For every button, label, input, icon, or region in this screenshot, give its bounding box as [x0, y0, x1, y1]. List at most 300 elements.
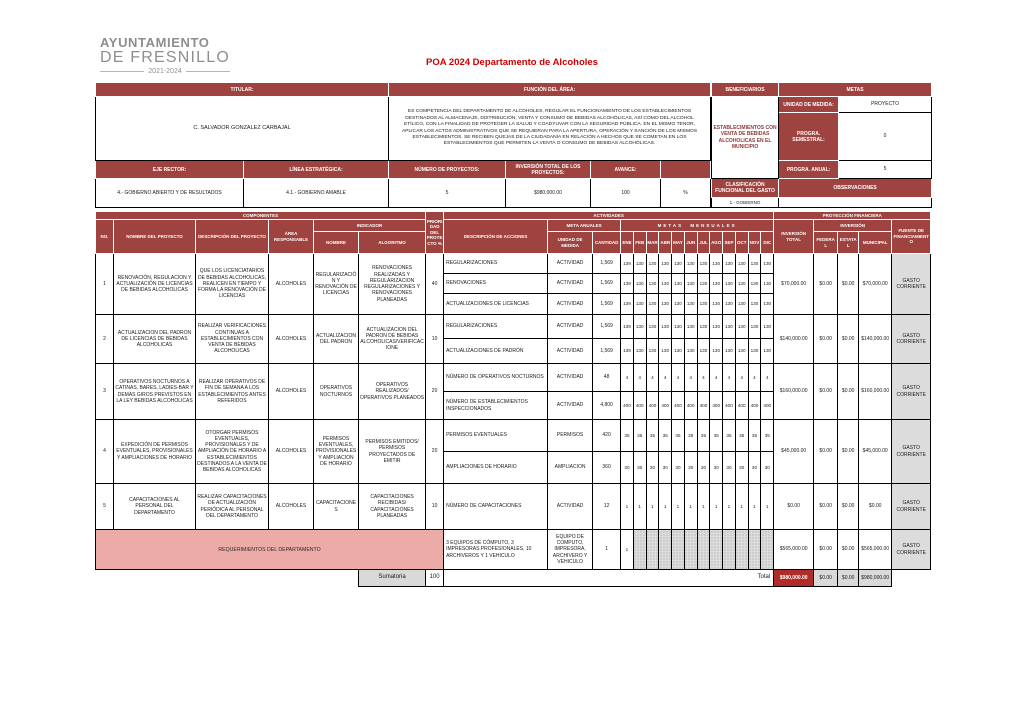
- cell-action-quantity: 48: [593, 364, 621, 392]
- cell-month-value: 130: [710, 274, 723, 294]
- titular-label: TITULAR:: [96, 83, 389, 97]
- cell-month-value: 130: [735, 254, 748, 274]
- cell-estatal: $0.00: [838, 254, 859, 315]
- cell-month-value: 130: [659, 274, 672, 294]
- cell-municipal: $160,000.00: [859, 364, 892, 420]
- month-header-nov: NOV: [748, 232, 761, 254]
- cell-estatal: $0.00: [838, 315, 859, 364]
- cell-month-value: 30: [761, 452, 774, 484]
- hatched-cell: [633, 530, 646, 570]
- cell-month-value: 35: [621, 420, 634, 452]
- cell-month-value: 130: [659, 315, 672, 339]
- prioridad-header: PRIORIDAD DEL PROYECTO %: [426, 212, 444, 254]
- clasificacion-value: 1.- GOBIERNO: [712, 198, 779, 208]
- cell-month-value: 1: [723, 484, 736, 530]
- requirements-investment-total: $565,000.00: [774, 530, 814, 570]
- cell-month-value: 130: [761, 315, 774, 339]
- progra-semestral-label: PROGRA. SEMESTRAL:: [779, 113, 839, 161]
- hatched-cell: [697, 530, 710, 570]
- requirements-month-ene: 1: [621, 530, 634, 570]
- total-federal: $0.00: [814, 570, 838, 587]
- metas-mensuales-header: METAS MENSUALES: [621, 220, 774, 232]
- cell-investment-total: $70,000.00: [774, 254, 814, 315]
- cell-funding-source: GASTO CORRIENTE: [892, 484, 931, 530]
- hatched-cell: [684, 530, 697, 570]
- cell-municipal: $0.00: [859, 484, 892, 530]
- month-header-oct: OCT: [735, 232, 748, 254]
- cell-indicator-algorithm: ACTUALIZACION DEL PADRON DE BEBIDAS ALCOHOLICAS/VERIFICACIONE: [359, 315, 426, 364]
- cell-project-description: QUE LOS LICENCIATARIOS DE BEBIDAS ALCOHOLICAS, REALICEN EN TIEMPO Y FORMA LA RENOVACIÓN DE LICENCIAS: [196, 254, 269, 315]
- descripcion-acciones-header: DESCRIPCIÓN DE ACCIONES: [444, 220, 548, 254]
- cell-month-value: 4: [761, 364, 774, 392]
- cell-month-value: 130: [697, 339, 710, 364]
- unidad-medida-value: PROYECTO: [839, 97, 932, 113]
- cell-month-value: 130: [684, 254, 697, 274]
- cell-month-value: 130: [684, 315, 697, 339]
- hatched-cell: [735, 530, 748, 570]
- main-poa-table: [95, 211, 931, 587]
- cell-month-value: 130: [659, 254, 672, 274]
- project-row-5: [96, 484, 931, 530]
- logo-line-2: DE FRESNILLO: [100, 48, 230, 66]
- descripcion-proyecto-header: DESCRIPCIÓN DEL PROYECTO: [196, 220, 269, 254]
- total-investment: $980,000.00: [774, 570, 814, 587]
- cell-month-value: 130: [710, 339, 723, 364]
- inversion-total-label: INVERSIÓN TOTAL DE LOS PROYECTOS:: [506, 161, 591, 179]
- cell-month-value: 4: [684, 364, 697, 392]
- cell-month-value: 139: [621, 339, 634, 364]
- cell-month-value: 400: [748, 392, 761, 420]
- metas-label: METAS: [779, 83, 932, 97]
- cell-action-quantity: 420: [593, 420, 621, 452]
- cell-project-no: 5: [96, 484, 114, 530]
- requirements-estatal: $0.00: [838, 530, 859, 570]
- cell-month-value: 400: [723, 392, 736, 420]
- cell-month-value: 35: [761, 420, 774, 452]
- cell-project-no: 2: [96, 315, 114, 364]
- cell-month-value: 130: [723, 294, 736, 315]
- cell-funding-source: GASTO CORRIENTE: [892, 254, 931, 315]
- cell-month-value: 35: [646, 420, 659, 452]
- cell-project-name: ACTUALIZACION DEL PADRON DE LICENCIAS DE BEBIDAS ALCOHOLICAS: [114, 315, 196, 364]
- cell-federal: $0.00: [814, 420, 838, 484]
- cell-municipal: $140,000.00: [859, 315, 892, 364]
- meta-anuales-header: META ANUALES: [548, 220, 621, 232]
- cell-month-value: 139: [621, 254, 634, 274]
- eje-rector-label: EJE RECTOR:: [96, 161, 244, 179]
- totals-right-spacer: [892, 570, 931, 587]
- cell-month-value: 4: [672, 364, 685, 392]
- numero-proyectos-value: 5: [389, 179, 506, 208]
- cell-priority: 10: [426, 484, 444, 530]
- unidad-medida-label: UNIDAD DE MEDIDA:: [779, 97, 839, 113]
- cell-investment-total: $45,000.00: [774, 420, 814, 484]
- cell-month-value: 130: [761, 254, 774, 274]
- cell-month-value: 35: [710, 420, 723, 452]
- cell-investment-total: $140,000.00: [774, 315, 814, 364]
- cell-action-unit: ACTIVIDAD: [548, 392, 593, 420]
- cell-month-value: 130: [684, 294, 697, 315]
- cell-action-unit: ACTIVIDAD: [548, 484, 593, 530]
- cell-month-value: 4: [735, 364, 748, 392]
- cell-month-value: 1: [697, 484, 710, 530]
- cell-month-value: 130: [735, 274, 748, 294]
- unidad-medida-col-header: UNIDAD DE MEDIDA: [548, 232, 593, 254]
- cell-action-unit: AMPLIACION: [548, 452, 593, 484]
- cell-action-unit: ACTIVIDAD: [548, 339, 593, 364]
- cell-month-value: 130: [646, 294, 659, 315]
- cell-project-name: RENOVACIÓN, REGULACION Y ACTUALIZACIÓN DE LICENCIAS DE BEBIDAS ALCOHOLICAS: [114, 254, 196, 315]
- cell-month-value: 4: [697, 364, 710, 392]
- avance-label: AVANCE:: [591, 161, 661, 179]
- cell-indicator-name: OPERATIVOS NOCTURNOS: [314, 364, 359, 420]
- beneficiarios-value: ESTABLECIMIENTOS CON VENTA DE BEBIDAS ALCOHOLICAS EN EL MUNICIPIO: [712, 97, 779, 179]
- funcion-area-text: ES COMPETENCIA DEL DEPARTAMENTO DE ALCOHOLES, REGULAR EL FUNCIONAMIENTO DE LOS ESTABLECIMIENTOS DESTINADOS AL ALMACENAJE, DISTRIBUCIÓN, VENTA Y CONSUMO DE BEBIDAS ALCOHÓLICAS, ASÍ COMO DEL ALCOHOL ETÍLICO, CON LA FINALIDAD DE PROTEGER LA SALUD Y COADYUVAR CON LA SEGURIDAD PÚBLICA. EN EL MISMO TENOR, APLICAR LOS ACTOS ADMINISTRATIVOS QUE SE REQUIERAN PARA LA APERTURA, OPERACIÓN Y SANCIÓN DE LOS MISMOS ESTABLECIMIENTOS. SE RECIBEN QUEJAS DE LA CIUDADANÍA EN RELACIÓN A HECHOS QUE SE COMETAN EN LOS ESTABLECIMIENTOS QUE PERMITEN LA VENTA O CONSUMO DE BEBIDAS ALCOHÓLICAS.: [389, 97, 711, 161]
- cell-federal: $0.00: [814, 484, 838, 530]
- cell-action-description: PERMISOS EVENTUALES: [444, 420, 548, 452]
- cell-priority: 20: [426, 420, 444, 484]
- cell-action-description: NÚMERO DE CAPACITACIONES: [444, 484, 548, 530]
- cell-month-value: 35: [748, 420, 761, 452]
- cell-federal: $0.00: [814, 254, 838, 315]
- cell-month-value: 35: [735, 420, 748, 452]
- cell-funding-source: GASTO CORRIENTE: [892, 315, 931, 364]
- project-row-4: [96, 420, 931, 452]
- cell-month-value: 130: [633, 339, 646, 364]
- requirements-desc: 3 EQUIPOS DE CÓMPUTO, 3 IMPRESORAS PROFESIONALES, 10 ARCHIVEROS Y 1 VEHICULO: [444, 530, 548, 570]
- cell-month-value: 35: [697, 420, 710, 452]
- cantidad-header: CANTIDAD: [593, 232, 621, 254]
- cell-month-value: 4: [633, 364, 646, 392]
- observaciones-value: [779, 198, 932, 208]
- logo-years: 2021-2024: [100, 68, 230, 75]
- cell-month-value: 35: [723, 420, 736, 452]
- cell-month-value: 130: [672, 254, 685, 274]
- cell-estatal: $0.00: [838, 364, 859, 420]
- cell-action-description: REGULARIZACIONES: [444, 315, 548, 339]
- requirements-funding-source: GASTO CORRIENTE: [892, 530, 931, 570]
- cell-month-value: 130: [633, 254, 646, 274]
- indicador-nombre-header: NOMBRE: [314, 232, 359, 254]
- cell-month-value: 130: [697, 274, 710, 294]
- eje-rector-value: 4.- GOBIERNO ABIERTO Y DE RESULTADOS: [96, 179, 244, 208]
- projects-body: [96, 254, 931, 530]
- fuente-financiamiento-header: FUENTE DE FINANCIAMIENTO: [892, 220, 931, 254]
- cell-month-value: 400: [633, 392, 646, 420]
- cell-month-value: 1: [735, 484, 748, 530]
- cell-month-value: 1: [761, 484, 774, 530]
- cell-project-area: ALCOHOLES: [269, 364, 314, 420]
- cell-action-unit: ACTIVIDAD: [548, 364, 593, 392]
- cell-action-quantity: 1,569: [593, 254, 621, 274]
- cell-funding-source: GASTO CORRIENTE: [892, 364, 931, 420]
- linea-estrategica-label: LÍNEA ESTRATÉGICA:: [244, 161, 389, 179]
- cell-month-value: 4: [748, 364, 761, 392]
- cell-month-value: 130: [748, 274, 761, 294]
- cell-indicator-algorithm: OPERATIVOS REALIZADOS/ OPERATIVOS PLANEADOS: [359, 364, 426, 420]
- cell-month-value: 130: [735, 339, 748, 364]
- cell-month-value: 4: [723, 364, 736, 392]
- sumatoria-value: 100: [426, 570, 444, 587]
- cell-action-quantity: 1,569: [593, 339, 621, 364]
- cell-action-quantity: 1,569: [593, 274, 621, 294]
- cell-month-value: 400: [684, 392, 697, 420]
- cell-month-value: 130: [761, 294, 774, 315]
- avance-percent-sign: %: [661, 179, 711, 208]
- totals-row: [96, 570, 931, 587]
- cell-month-value: 130: [748, 315, 761, 339]
- inversion-total-col-header: INVERSIÓN TOTAL: [774, 220, 814, 254]
- estatal-header: ESTATAL: [838, 232, 859, 254]
- project-row-3: [96, 364, 931, 392]
- hatched-cell: [748, 530, 761, 570]
- cell-month-value: 130: [723, 274, 736, 294]
- cell-month-value: 30: [697, 452, 710, 484]
- requirements-label: REQUERIMIENTOS DEL DEPARTAMENTO: [96, 530, 444, 570]
- progra-semestral-value: 0: [839, 113, 932, 161]
- cell-month-value: 130: [659, 294, 672, 315]
- clasificacion-label: CLASIFICACIÓN FUNCIONAL DEL GASTO: [712, 179, 779, 198]
- cell-month-value: 130: [697, 254, 710, 274]
- cell-month-value: 139: [621, 274, 634, 294]
- cell-month-value: 130: [735, 294, 748, 315]
- cell-action-quantity: 12: [593, 484, 621, 530]
- cell-priority: 20: [426, 364, 444, 420]
- cell-month-value: 130: [723, 315, 736, 339]
- cell-indicator-name: CAPACITACIONES: [314, 484, 359, 530]
- cell-project-description: REALIZAR CAPACITACIONES DE ACTUALIZACIÓN PERIÓDICA AL PERSONAL DEL DEPARTAMENTO: [196, 484, 269, 530]
- cell-action-description: ACTUALIZACIONES DE PADRÓN: [444, 339, 548, 364]
- cell-month-value: 130: [723, 339, 736, 364]
- cell-priority: 40: [426, 254, 444, 315]
- cell-priority: 10: [426, 315, 444, 364]
- cell-month-value: 35: [672, 420, 685, 452]
- requirements-municipal: $565,000.00: [859, 530, 892, 570]
- cell-month-value: 35: [633, 420, 646, 452]
- no-header: NO.: [96, 220, 114, 254]
- cell-project-description: REALIZAR VERIFICACIONES CONTINUAS A ESTABLECIMIENTOS CON VENTA DE BEBIDAS ALCOHOLICAS: [196, 315, 269, 364]
- cell-month-value: 30: [672, 452, 685, 484]
- cell-month-value: 1: [659, 484, 672, 530]
- cell-indicator-algorithm: PERMISOS EMITIDOS/ PERMISOS PROYECTADOS DE EMITIR: [359, 420, 426, 484]
- cell-indicator-name: PERMISOS EVENTUALES, PROVISIONALES Y AMPLIACION DE HORARIO: [314, 420, 359, 484]
- cell-action-description: ACTUALIZACIONES DE LICENCIAS: [444, 294, 548, 315]
- cell-month-value: 1: [748, 484, 761, 530]
- inversion-total-value: $980,000.00: [506, 179, 591, 208]
- cell-action-quantity: 360: [593, 452, 621, 484]
- linea-estrategica-value: 4.1.- GOBIERNO AMABLE: [244, 179, 389, 208]
- requirements-qty: 1: [593, 530, 621, 570]
- cell-month-value: 400: [710, 392, 723, 420]
- cell-project-no: 3: [96, 364, 114, 420]
- cell-month-value: 130: [633, 315, 646, 339]
- cell-month-value: 30: [659, 452, 672, 484]
- cell-action-unit: ACTIVIDAD: [548, 274, 593, 294]
- cell-month-value: 1: [684, 484, 697, 530]
- cell-month-value: 400: [761, 392, 774, 420]
- indicador-header: INDICADOR: [314, 220, 426, 232]
- cell-month-value: 130: [748, 254, 761, 274]
- cell-month-value: 130: [659, 339, 672, 364]
- requirements-row: [96, 530, 931, 570]
- cell-action-quantity: 1,569: [593, 294, 621, 315]
- hatched-cell: [710, 530, 723, 570]
- cell-month-value: 400: [646, 392, 659, 420]
- algoritmo-header: ALGORITMO: [359, 232, 426, 254]
- cell-month-value: 1: [633, 484, 646, 530]
- hatched-cell: [723, 530, 736, 570]
- actividades-header: ACTIVIDADES: [444, 212, 774, 220]
- cell-action-description: AMPLIACIONES DE HORARIO: [444, 452, 548, 484]
- cell-indicator-algorithm: CAPACITACIONES RECIBIDAS/ CAPACITACIONES PLANEADAS: [359, 484, 426, 530]
- cell-month-value: 400: [659, 392, 672, 420]
- inversion-header: INVERSIÓN: [814, 220, 892, 232]
- cell-project-area: ALCOHOLES: [269, 484, 314, 530]
- cell-month-value: 130: [672, 339, 685, 364]
- cell-month-value: 4: [659, 364, 672, 392]
- cell-indicator-algorithm: RENOVACIONES REALIZADAS Y REGULARIZACION REGULARIZACIONES Y RENOVACIONES PLANEADAS: [359, 254, 426, 315]
- cell-month-value: 130: [646, 274, 659, 294]
- cell-month-value: 130: [672, 294, 685, 315]
- cell-month-value: 130: [710, 315, 723, 339]
- cell-project-description: REALIZAR OPERATIVOS DE FIN DE SEMANA A LOS ESTABLECIMIENTOS ANTES REFERIDOS: [196, 364, 269, 420]
- cell-action-description: REGULARIZACIONES: [444, 254, 548, 274]
- total-label: Total: [444, 570, 774, 587]
- month-header-abr: ABR: [659, 232, 672, 254]
- project-row-2: [96, 315, 931, 339]
- cell-month-value: 4: [621, 364, 634, 392]
- cell-month-value: 130: [646, 315, 659, 339]
- cell-federal: $0.00: [814, 315, 838, 364]
- nombre-proyecto-header: NOMBRE DEL PROYECTO: [114, 220, 196, 254]
- cell-action-quantity: 4,800: [593, 392, 621, 420]
- cell-month-value: 130: [633, 294, 646, 315]
- cell-month-value: 30: [646, 452, 659, 484]
- cell-action-description: NÚMERO DE OPERATIVOS NOCTURNOS: [444, 364, 548, 392]
- cell-month-value: 4: [646, 364, 659, 392]
- month-header-ago: AGO: [710, 232, 723, 254]
- ayuntamiento-logo: [100, 36, 230, 75]
- cell-month-value: 35: [659, 420, 672, 452]
- cell-month-value: 130: [748, 294, 761, 315]
- cell-project-no: 4: [96, 420, 114, 484]
- progra-anual-value: 5: [839, 161, 932, 179]
- cell-indicator-name: ACTUALIZACION DEL PADRON: [314, 315, 359, 364]
- sumatoria-label: Sumatoria: [359, 570, 426, 587]
- cell-month-value: 130: [697, 294, 710, 315]
- cell-month-value: 130: [684, 339, 697, 364]
- total-municipal: $980,000.00: [859, 570, 892, 587]
- cell-month-value: 139: [621, 315, 634, 339]
- cell-month-value: 1: [621, 484, 634, 530]
- month-header-dic: DIC: [761, 232, 774, 254]
- cell-month-value: 30: [710, 452, 723, 484]
- cell-action-unit: ACTIVIDAD: [548, 315, 593, 339]
- cell-month-value: 139: [621, 294, 634, 315]
- cell-month-value: 400: [672, 392, 685, 420]
- cell-month-value: 130: [710, 294, 723, 315]
- total-estatal: $0.00: [838, 570, 859, 587]
- poa-content: [95, 82, 930, 587]
- titular-name: C. SALVADOR GONZALEZ CARBAJAL: [96, 97, 389, 161]
- cell-action-unit: ACTIVIDAD: [548, 294, 593, 315]
- totals-left-spacer: [96, 570, 359, 587]
- cell-action-quantity: 1,569: [593, 315, 621, 339]
- cell-project-area: ALCOHOLES: [269, 315, 314, 364]
- cell-month-value: 35: [684, 420, 697, 452]
- hatched-cell: [672, 530, 685, 570]
- cell-funding-source: GASTO CORRIENTE: [892, 420, 931, 484]
- cell-month-value: 30: [748, 452, 761, 484]
- titular-eje-table: [95, 82, 711, 208]
- componentes-header: COMPONENTES: [96, 212, 426, 220]
- cell-month-value: 1: [672, 484, 685, 530]
- cell-project-area: ALCOHOLES: [269, 420, 314, 484]
- cell-project-description: OTORGAR PERMISOS EVENTUALES, PROVISIONALES Y DE AMPLIACIÓN DE HORARIO A ESTABLECIMIENTOS DESTINADOS A LA VENTA DE BEBIDAS ALCOHOLICAS: [196, 420, 269, 484]
- cell-month-value: 1: [710, 484, 723, 530]
- requirements-unit: EQUIPO DE COMPUTO, IMPRESORA, ARCHIVERO Y VEHICULO: [548, 530, 593, 570]
- cell-investment-total: $160,000.00: [774, 364, 814, 420]
- logo-line-1: AYUNTAMIENTO: [100, 35, 210, 50]
- cell-action-unit: ACTIVIDAD: [548, 254, 593, 274]
- cell-month-value: 130: [761, 274, 774, 294]
- progra-anual-label: PROGRA. ANUAL:: [779, 161, 839, 179]
- cell-month-value: 130: [672, 315, 685, 339]
- cell-municipal: $70,000.00: [859, 254, 892, 315]
- cell-month-value: 130: [723, 254, 736, 274]
- month-header-feb: FEB: [633, 232, 646, 254]
- hatched-cell: [659, 530, 672, 570]
- month-header-ene: ENE: [621, 232, 634, 254]
- page-title: POA 2024 Departamento de Alcoholes: [426, 57, 598, 68]
- cell-month-value: 130: [672, 274, 685, 294]
- cell-month-value: 30: [633, 452, 646, 484]
- month-header-jun: JUN: [684, 232, 697, 254]
- cell-month-value: 30: [723, 452, 736, 484]
- numero-proyectos-label: NÚMERO DE PROYECTOS:: [389, 161, 506, 179]
- cell-month-value: 130: [646, 254, 659, 274]
- cell-project-area: ALCOHOLES: [269, 254, 314, 315]
- cell-federal: $0.00: [814, 364, 838, 420]
- observaciones-label: OBSERVACIONES: [779, 179, 932, 198]
- federal-header: FEDERAL: [814, 232, 838, 254]
- cell-action-description: RENOVACIONES: [444, 274, 548, 294]
- avance-spacer: [661, 161, 711, 179]
- cell-project-no: 1: [96, 254, 114, 315]
- month-header-mar: MAR: [646, 232, 659, 254]
- cell-investment-total: $0.00: [774, 484, 814, 530]
- proyeccion-financiera-header: PROYECCIÓN FINANCIERA: [774, 212, 931, 220]
- cell-month-value: 400: [735, 392, 748, 420]
- cell-month-value: 130: [697, 315, 710, 339]
- area-responsable-header: ÁREA RESPONSABLE: [269, 220, 314, 254]
- hatched-cell: [646, 530, 659, 570]
- cell-month-value: 130: [748, 339, 761, 364]
- municipal-header: MUNICIPAL: [859, 232, 892, 254]
- cell-project-name: OPERATIVOS NOCTURNOS A CATINAS, BARES, LADIES-BAR Y DEMAS GIROS PREVISTOS EN LA LEY BEBIDAS ALCOHOLICAS: [114, 364, 196, 420]
- cell-action-unit: PERMISOS: [548, 420, 593, 452]
- funcion-area-label: FUNCIÓN DEL ÁREA:: [389, 83, 711, 97]
- month-header-sep: SEP: [723, 232, 736, 254]
- beneficiarios-label: BENEFICIARIOS: [712, 83, 779, 97]
- cell-project-name: EXPEDICIÓN DE PERMISOS EVENTUALES, PROVISIONALES Y AMPLIACIONES DE HORARIO: [114, 420, 196, 484]
- cell-month-value: 400: [621, 392, 634, 420]
- cell-month-value: 130: [761, 339, 774, 364]
- cell-indicator-name: REGULARIZACIÓN Y RENOVACIÓN DE LICENCIAS: [314, 254, 359, 315]
- avance-value: 100: [591, 179, 661, 208]
- cell-estatal: $0.00: [838, 484, 859, 530]
- requirements-federal: $0.00: [814, 530, 838, 570]
